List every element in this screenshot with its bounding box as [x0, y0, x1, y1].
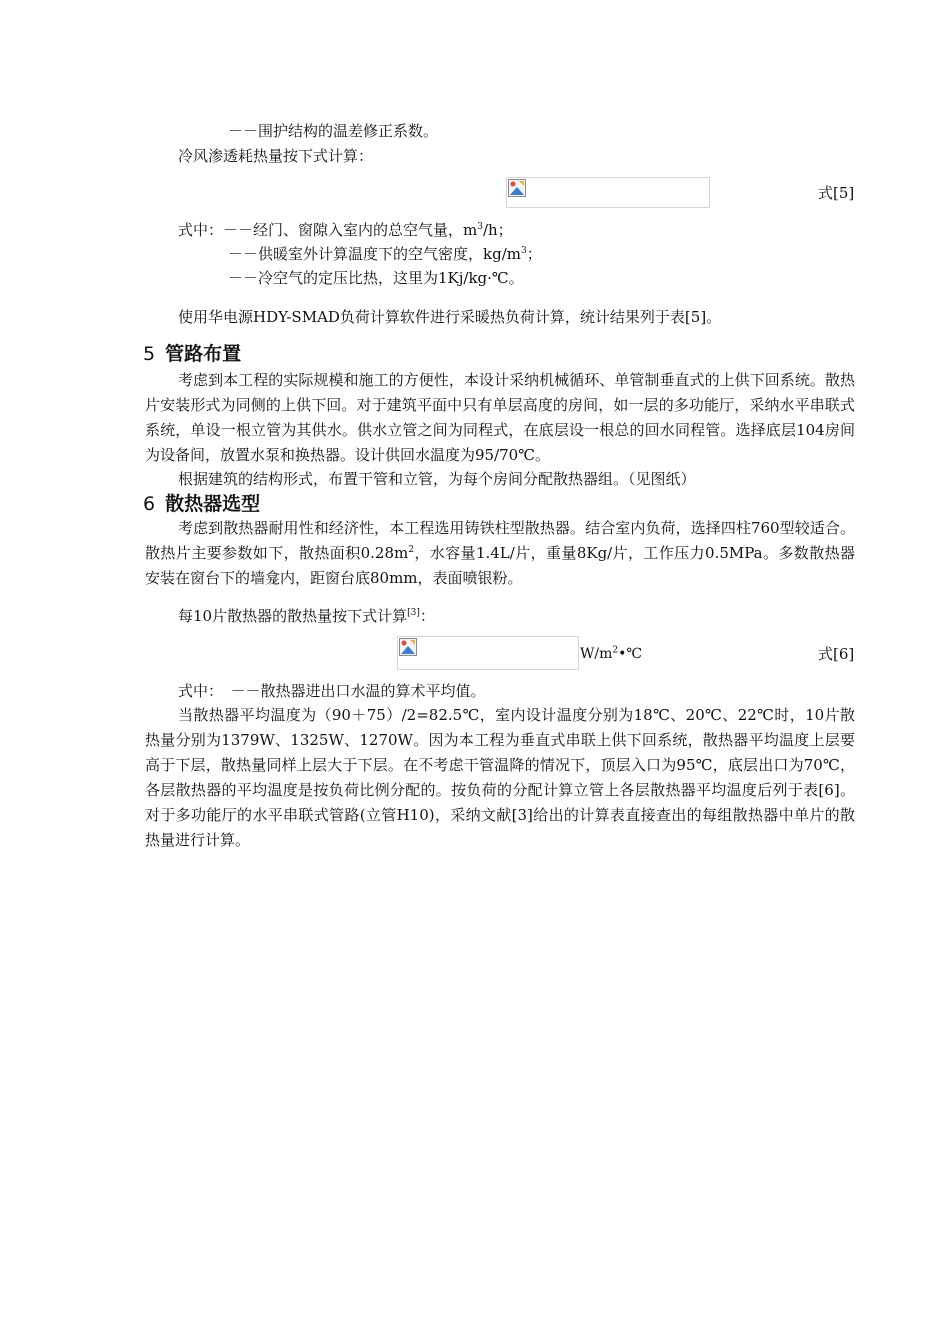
section-6-heading: 6 散热器选型 [143, 493, 261, 515]
section-6-paragraph-1: 考虑到散热器耐用性和经济性，本工程选用铸铁柱型散热器。结合室内负荷，选择四柱760型较适合。散热片主要参数如下，散热面积$0.28m^2$，水容量1.4L/片，重量8Kg/片，工作压力0.5MPa。多数散热器安装在窗台下的墙龛内，距窗台底80mm，表面喷银粉。 [145, 519, 855, 587]
equation-5-image [506, 177, 710, 208]
text-line-air-volume: 式中：－－经门、窗隙入室内的总空气量，$m^3/h$； [178, 221, 513, 239]
broken-image-icon [508, 179, 526, 197]
section-6-paragraph-4: 当散热器平均温度为（90＋75）/2=82.5℃，室内设计温度分别为18℃、20℃、22℃时，10片散热量分别为1379W、1325W、1270W。因为本工程为垂直式串联上供下回系统，散热器平均温度上层要高于下层，散热量同样上层大于下层。在不考虑干管温降的情况下，顶层入口为95℃，底层出口为70℃，各层散热器的平均温度是按负荷比例分配的。按负荷的分配计算立管上各层散热器平均温度后列于表[6]。对于多功能厅的水平串联式管路(立管H10)，采纳文献[3]给出的计算表直接查出的每组散热器中单片的散热量进行计算。 [145, 706, 855, 849]
text-line-cold-air-intro: 冷风渗透耗热量按下式计算： [178, 147, 374, 165]
equation-5-label: 式[5] [818, 184, 855, 202]
equation-6-image [397, 636, 579, 670]
text-line-temperature-coefficient: －－围护结构的温差修正系数。 [228, 122, 439, 140]
text-line-air-density: －－供暖室外计算温度下的空气密度，$kg/m^3$； [228, 245, 542, 263]
section-5-paragraph-2: 根据建筑的结构形式，布置干管和立管，为每个房间分配散热器组。（见图纸） [178, 470, 696, 488]
text-line-mean-temp-definition: 式中： －－散热器进出口水温的算术平均值。 [178, 682, 486, 700]
text-line-formula-intro: 每10片散热器的散热量按下式计算[3]： [178, 607, 435, 625]
text-line-specific-heat: －－冷空气的定压比热，这里为1Kj/kg·℃。 [228, 269, 524, 287]
broken-image-icon [399, 638, 417, 656]
equation-6-label: 式[6] [818, 645, 855, 663]
section-5-paragraph-1: 考虑到本工程的实际规模和施工的方便性，本设计采纳机械循环、单管制垂直式的上供下回系统。散热片安装形式为同侧的上供下回。对于建筑平面中只有单层高度的房间，如一层的多功能厅，采纳水平串联式系统，单设一根立管为其供水。供水立管之间为同程式，在底层设一根总的回水同程管。选择底层104房间为设备间，放置水泵和换热器。设计供回水温度为95/70℃。 [145, 371, 855, 464]
equation-6-unit: $W/m^2•℃$ [580, 645, 643, 662]
section-5-heading: 5 管路布置 [143, 343, 242, 365]
text-line-software: 使用华电源HDY-SMAD负荷计算软件进行采暖热负荷计算，统计结果列于表[5]。 [178, 308, 722, 326]
